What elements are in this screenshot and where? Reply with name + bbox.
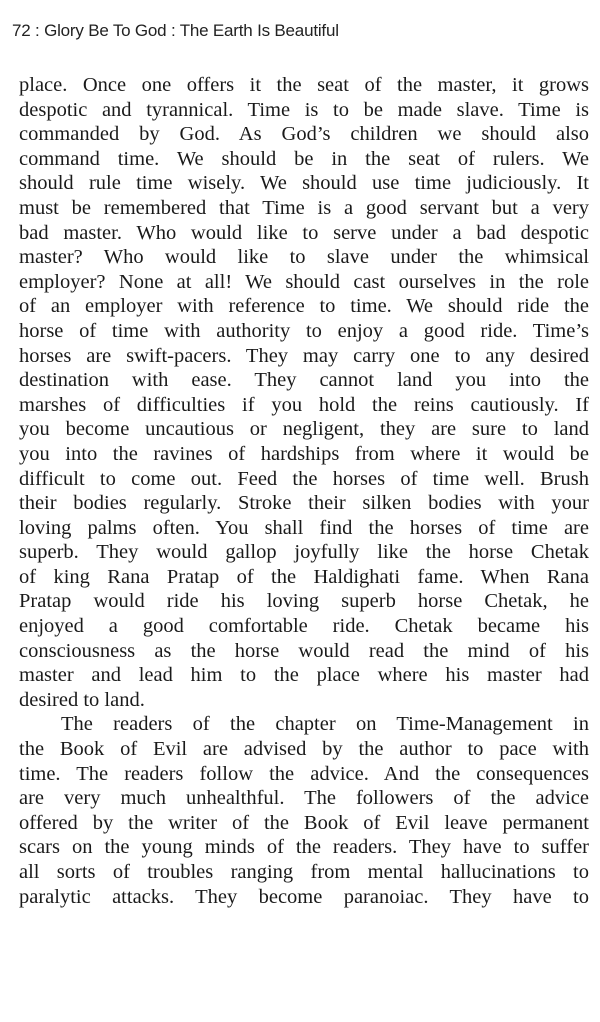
text-line: superb. They would gallop joyfully like the horse Chetak (19, 541, 589, 564)
text-line: command time. We should be in the seat of rulers. We (19, 147, 589, 170)
text-line: horse of time with authority to enjoy a good ride. Time’s (19, 319, 589, 342)
text-line: you into the ravines of hardships from where it would be (19, 442, 589, 465)
text-line: of an employer with reference to time. We should ride the (19, 295, 589, 318)
text-line: their bodies regularly. Stroke their silken bodies with your (19, 492, 589, 515)
text-line: bad master. Who would like to serve under a bad despotic (19, 221, 589, 244)
text-line: commanded by God. As God’s children we should also (19, 123, 589, 146)
text-line: marshes of difficulties if you hold the reins cautiously. If (19, 393, 589, 416)
text-line: enjoyed a good comfortable ride. Chetak became his (19, 615, 589, 638)
text-line: Pratap would ride his loving superb horse Chetak, he (19, 590, 589, 613)
text-line: time. The readers follow the advice. And the consequences (19, 762, 589, 785)
text-line: horses are swift-pacers. They may carry one to any desired (19, 344, 589, 367)
text-line: of king Rana Pratap of the Haldighati fame. When Rana (19, 565, 589, 588)
body-text (19, 73, 589, 909)
text-line: destination with ease. They cannot land you into the (19, 369, 589, 392)
running-header: 72 : Glory Be To God : The Earth Is Beautiful (12, 21, 339, 40)
text-line: loving palms often. You shall find the horses of time are (19, 516, 589, 539)
text-line: paralytic attacks. They become paranoiac. They have to (19, 885, 589, 908)
text-line: you become uncautious or negligent, they are sure to land (19, 418, 589, 441)
text-line: difficult to come out. Feed the horses of time well. Brush (19, 467, 589, 490)
text-line: all sorts of troubles ranging from mental hallucinations to (19, 861, 589, 883)
text-line: consciousness as the horse would read the mind of his (19, 639, 589, 662)
text-line: master and lead him to the place where his master had (19, 664, 589, 687)
text-line: desired to land. (19, 688, 145, 711)
text-line: place. Once one offers it the seat of the master, it grows (19, 74, 589, 96)
text-line: the Book of Evil are advised by the author to pace with (19, 738, 589, 761)
text-line: employer? None at all! We should cast ourselves in the role (19, 270, 589, 293)
text-line: are very much unhealthful. The followers of the advice (19, 787, 589, 810)
text-line: despotic and tyrannical. Time is to be made slave. Time is (19, 98, 589, 121)
text-line: offered by the writer of the Book of Evil leave permanent (19, 811, 589, 834)
paragraph-2 (19, 712, 589, 909)
text-line: scars on the young minds of the readers. They have to suffer (19, 836, 589, 859)
text-line: The readers of the chapter on Time-Management in (61, 713, 589, 736)
text-line: should rule time wisely. We should use time judiciously. It (19, 172, 589, 195)
paragraph-1 (19, 73, 589, 712)
text-line: must be remembered that Time is a good servant but a very (19, 196, 589, 219)
text-line: master? Who would like to slave under the whimsical (19, 246, 589, 269)
